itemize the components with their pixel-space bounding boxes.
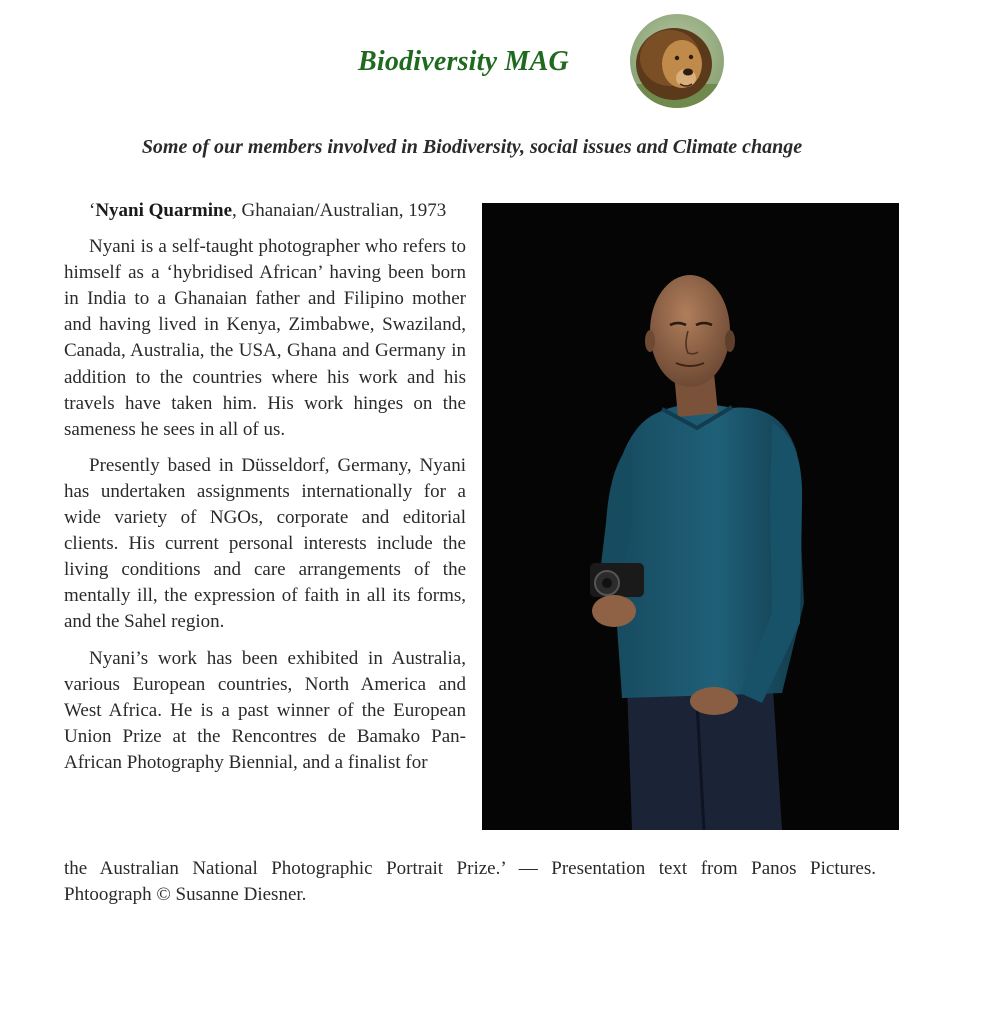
portrait-photo [482, 203, 899, 830]
person-name: Nyani Quarmine [95, 200, 233, 221]
photo-credit: Phtoograph © Susanne Diesner. [64, 884, 307, 906]
masthead [0, 14, 1000, 110]
article-closing [64, 856, 876, 908]
bio-paragraph: Nyani’s work has been exhibited in Australia, various European countries, North America and West Africa. He is a past winner of the European Union Prize at the Rencontres de Bamako Pan-African Photography Biennial, and a finalist for [64, 647, 466, 773]
article-text [64, 198, 466, 786]
section-subtitle: Some of our members involved in Biodiversity, social issues and Climate change [141, 136, 803, 158]
lion-logo-icon [630, 14, 724, 108]
bio-paragraph: Nyani is a self-taught photographer who refers to himself as a ‘hybridised African’ having been born in India to a Ghanaian father and Filipino mother and having lived in Kenya, Zimbabwe, Swaziland, Canada, Australia, the USA, Ghana and Germany in addition to the countries where his work and his travels have taken him. His work hinges on the sameness he sees in all of us. [64, 236, 466, 440]
open-quote: ‘ [89, 200, 96, 221]
magazine-title: Biodiversity MAG [358, 46, 569, 77]
intro-paragraph [64, 198, 466, 224]
bio-paragraph: Presently based in Düsseldorf, Germany, Nyani has undertaken assignments internationally for a wide variety of NGOs, corporate and editorial clients. His current personal interests include the living conditions and care arrangements of the mentally ill, the expression of faith in all its forms, and the Sahel region. [64, 454, 466, 633]
intro-details: , Ghanaian/Australian, 1973 [232, 200, 447, 221]
closing-line: the Australian National Photographic Portrait Prize.’ — Presentation text from Panos Pictures. [64, 858, 876, 879]
